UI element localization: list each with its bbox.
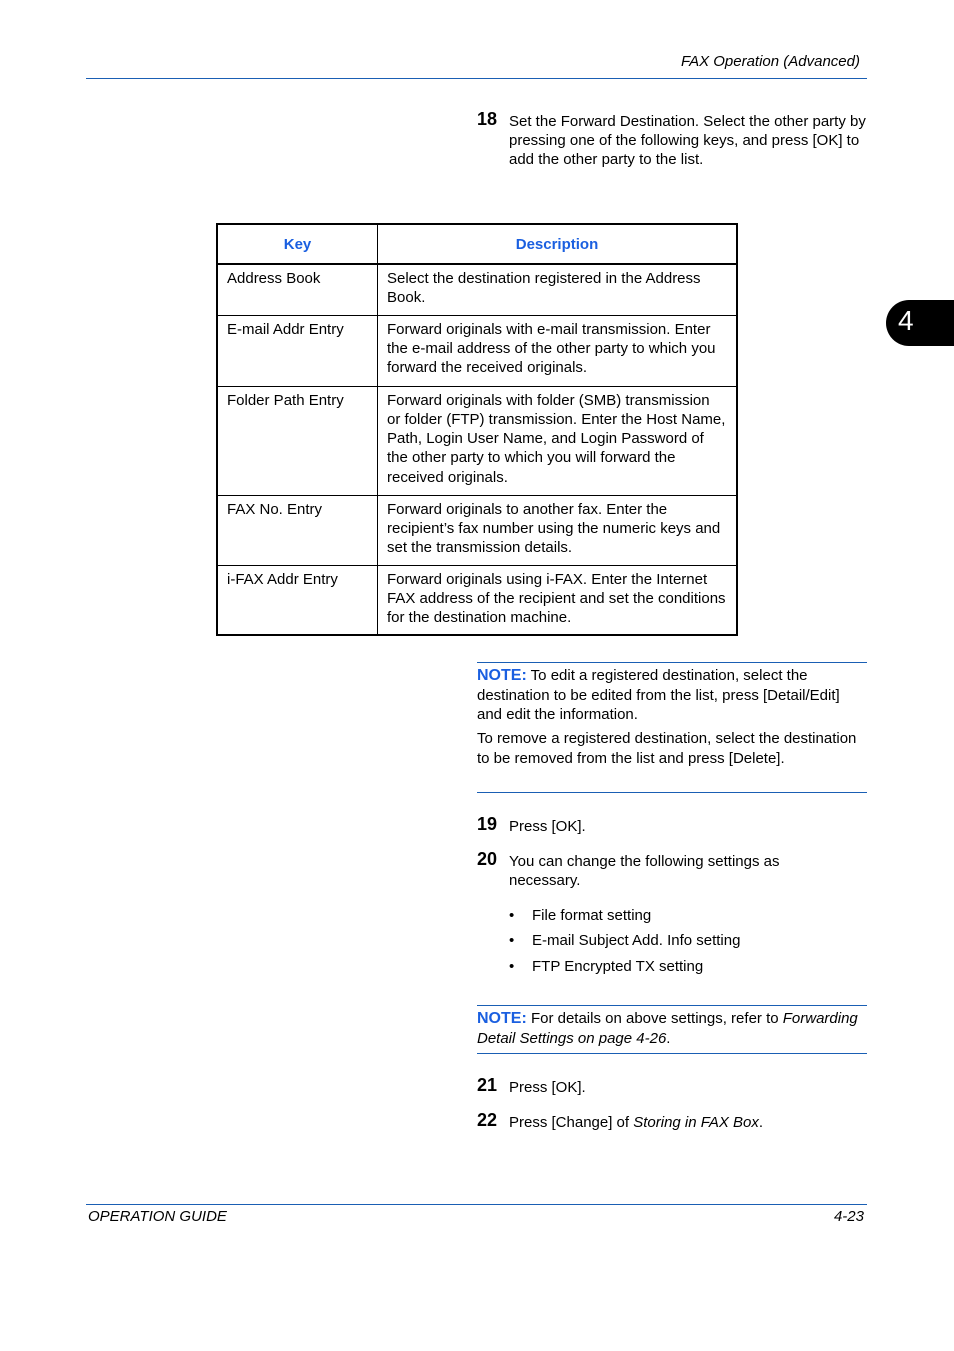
step-21-number: 21 [477,1075,498,1095]
key-cell: Folder Path Entry [217,386,378,495]
note-paragraph-2: To remove a registered destination, select the destination to be removed from the list and press [Delete]. [477,730,857,767]
step-19-text: Press [OK]. [509,818,586,835]
column-header-key: Key [217,224,378,264]
key-cell: FAX No. Entry [217,495,378,565]
column-header-description: Description [378,224,738,264]
list-item-text: File format setting [532,907,652,924]
note-label: NOTE: [477,667,527,684]
description-cell: Forward originals with folder (SMB) transmission or folder (FTP) transmission. Enter the Host Name, Path, Login User Name, and Login Password of the other party to which you will forward the received originals. [378,386,738,495]
running-header-title: FAX Operation (Advanced) [681,53,860,70]
bullet-marker: • [509,932,515,949]
footer-guide-title: OPERATION GUIDE [88,1208,227,1225]
step-22-number: 22 [477,1110,498,1130]
description-cell: Forward originals with e-mail transmission. Enter the e-mail address of the other party to which you forward the received originals. [378,315,738,386]
chapter-tab [886,300,954,346]
note-label: NOTE: [477,1010,527,1027]
step-22-text [509,1113,867,1132]
bullet-marker: • [509,958,515,975]
step-20-number: 20 [477,849,498,869]
footer-page-number: 4-23 [833,1208,864,1225]
step-19-number: 19 [477,814,498,834]
note-top-rule [477,1005,867,1006]
note-paragraph [477,1009,867,1048]
bullet-marker: • [509,907,515,924]
key-cell: E-mail Addr Entry [217,315,378,386]
note-top-rule [477,662,867,663]
table-row [217,386,737,495]
note-bottom-rule [477,1053,867,1054]
note-paragraph-1 [477,666,867,725]
table-row [217,315,737,386]
table-row [217,495,737,565]
description-cell: Forward originals to another fax. Enter the recipient’s fax number using the numeric keys and set the transmission details. [378,495,738,565]
table-header-row [217,224,737,264]
footer-rule [86,1204,867,1205]
forward-destination-key-table [216,223,738,636]
step-22-emphasis: Storing in FAX Box [633,1114,759,1131]
step-22-suffix: . [758,1114,764,1131]
description-cell: Select the destination registered in the Address Book. [378,264,738,315]
header-rule [86,78,867,79]
table-row [217,264,737,315]
note-text: To edit a registered destination, select the destination to be edited from the list, press [Detail/Edit] and edit the information. [477,667,840,723]
key-cell: i-FAX Addr Entry [217,565,378,635]
step-22-prefix: Press [Change] of [509,1114,634,1131]
step-20-text: You can change the following settings as necessary. [509,853,780,889]
chapter-number: 4 [898,305,914,336]
note-suffix: . [666,1029,671,1047]
list-item-text: FTP Encrypted TX setting [532,958,704,975]
list-item-text: E-mail Subject Add. Info setting [532,932,741,949]
description-cell: Forward originals using i-FAX. Enter the Internet FAX address of the recipient and set the conditions for the destination machine. [378,565,738,635]
step-18-number: 18 [477,109,498,129]
table-row [217,565,737,635]
note-text: For details on above settings, refer to [526,1010,783,1027]
key-cell: Address Book [217,264,378,315]
step-21-text: Press [OK]. [509,1079,586,1096]
note-bottom-rule [477,792,867,793]
cross-reference-link[interactable]: Forwarding Detail Settings on page 4-26 [477,1010,858,1047]
step-18-text: Set the Forward Destination. Select the other party by pressing one of the following keys, and press [OK] to add the other party to the list. [509,113,866,168]
